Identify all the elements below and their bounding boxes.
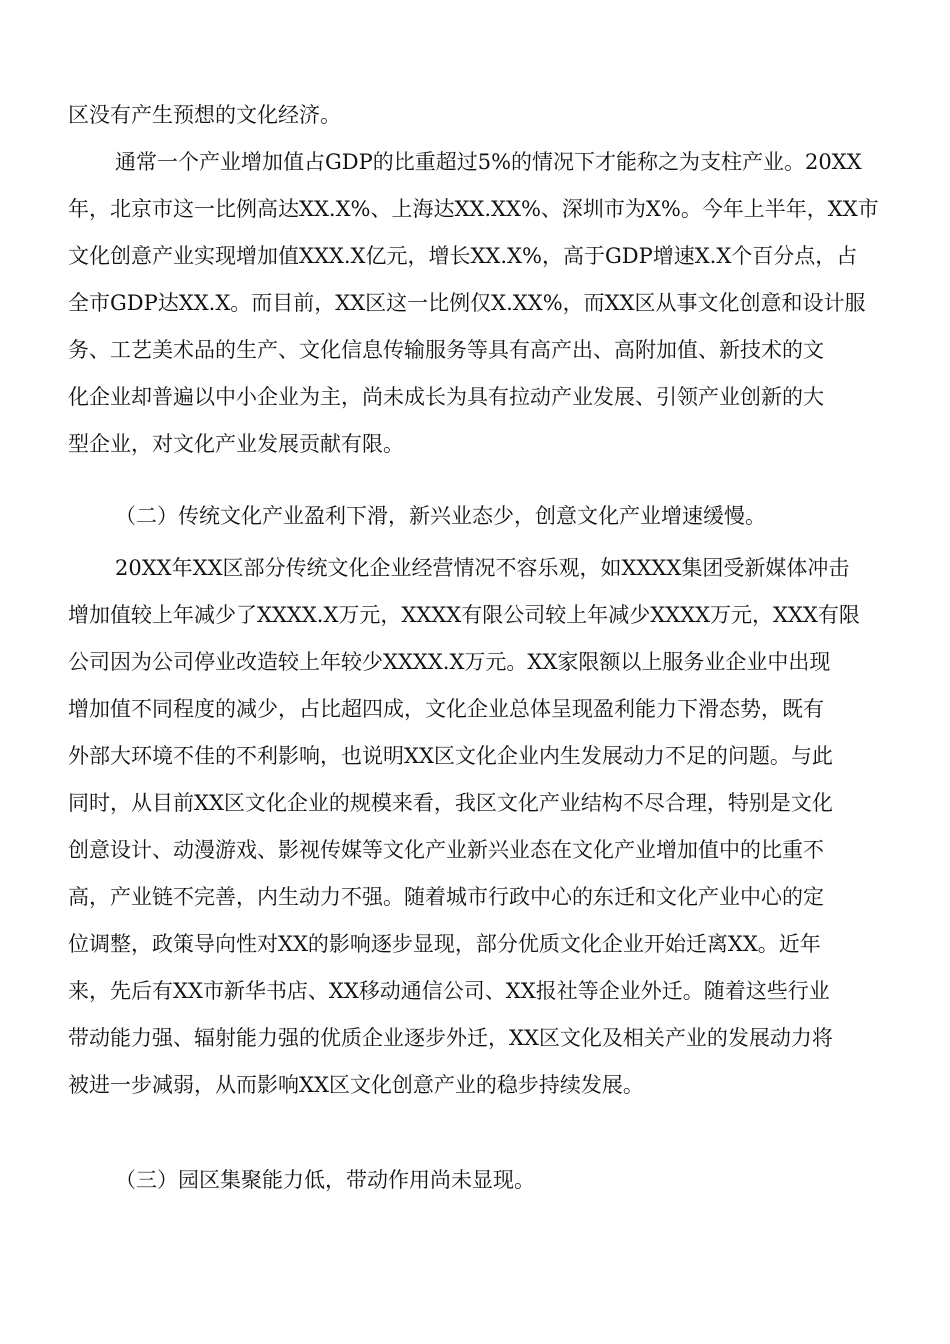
text-line-19 (0, 971, 950, 1011)
line-text: 务、工艺美术品的生产、文化信息传输服务等具有高产出、高附加值、新技术的文 (68, 338, 824, 362)
line-text: 外部大环境不佳的不利影响，也说明XX区文化企业内生发展动力不足的问题。与此 (68, 744, 833, 768)
line-text: 被进一步减弱，从而影响XX区文化创意产业的稳步持续发展。 (68, 1073, 644, 1097)
section-heading-2 (0, 496, 950, 536)
line-text: 来，先后有XX市新华书店、XX移动通信公司、XX报社等企业外迁。随着这些行业 (68, 979, 830, 1003)
text-line-2 (0, 142, 950, 182)
line-text: 区没有产生预想的文化经济。 (68, 103, 341, 127)
text-line-7 (0, 377, 950, 417)
heading-text: （三）园区集聚能力低，带动作用尚未显现。 (115, 1168, 535, 1192)
text-line-13 (0, 689, 950, 729)
text-line-15 (0, 783, 950, 823)
text-line-21 (0, 1065, 950, 1105)
line-text: 位调整，政策导向性对XX的影响逐步显现，部分优质文化企业开始迁离XX。近年 (68, 932, 821, 956)
text-line-8 (0, 424, 950, 464)
text-line-3 (0, 189, 950, 229)
text-line-17 (0, 877, 950, 917)
text-line-18 (0, 924, 950, 964)
line-text: 文化创意产业实现增加值XXX.X亿元，增长XX.X%，高于GDP增速X.X个百分点，占 (68, 244, 858, 268)
text-line-1 (0, 95, 950, 135)
text-line-11 (0, 595, 950, 635)
heading-text: （二）传统文化产业盈利下滑，新兴业态少，创意文化产业增速缓慢。 (115, 504, 766, 528)
line-text: 同时，从目前XX区文化企业的规模来看，我区文化产业结构不尽合理，特别是文化 (68, 791, 833, 815)
line-text: 增加值较上年减少了XXXX.X万元，XXXX有限公司较上年减少XXXX万元，XXX有限 (68, 603, 860, 627)
line-text: 型企业，对文化产业发展贡献有限。 (68, 432, 404, 456)
line-text: 年，北京市这一比例高达XX.X%、上海达XX.XX%、深圳市为X%。今年上半年，XX市 (68, 197, 879, 221)
text-line-10 (0, 548, 950, 588)
text-line-4 (0, 236, 950, 276)
text-line-14 (0, 736, 950, 776)
line-text: 20XX年XX区部分传统文化企业经营情况不容乐观，如XXXX集团受新媒体冲击 (115, 556, 850, 580)
line-text: 全市GDP达XX.X。而目前，XX区这一比例仅X.XX%，而XX区从事文化创意和设计服 (68, 291, 866, 315)
line-text: 带动能力强、辐射能力强的优质企业逐步外迁，XX区文化及相关产业的发展动力将 (68, 1026, 833, 1050)
text-line-5 (0, 283, 950, 323)
line-text: 创意设计、动漫游戏、影视传媒等文化产业新兴业态在文化产业增加值中的比重不 (68, 838, 824, 862)
line-text: 增加值不同程度的减少，占比超四成，文化企业总体呈现盈利能力下滑态势，既有 (68, 697, 824, 721)
section-heading-3 (0, 1160, 950, 1200)
text-line-20 (0, 1018, 950, 1058)
text-line-16 (0, 830, 950, 870)
text-line-6 (0, 330, 950, 370)
text-line-12 (0, 642, 950, 682)
line-text: 化企业却普遍以中小企业为主，尚未成长为具有拉动产业发展、引领产业创新的大 (68, 385, 824, 409)
line-text: 公司因为公司停业改造较上年较少XXXX.X万元。XX家限额以上服务业企业中出现 (68, 650, 831, 674)
line-text: 通常一个产业增加值占GDP的比重超过5%的情况下才能称之为支柱产业。20XX (115, 150, 862, 174)
line-text: 高，产业链不完善，内生动力不强。随着城市行政中心的东迁和文化产业中心的定 (68, 885, 824, 909)
